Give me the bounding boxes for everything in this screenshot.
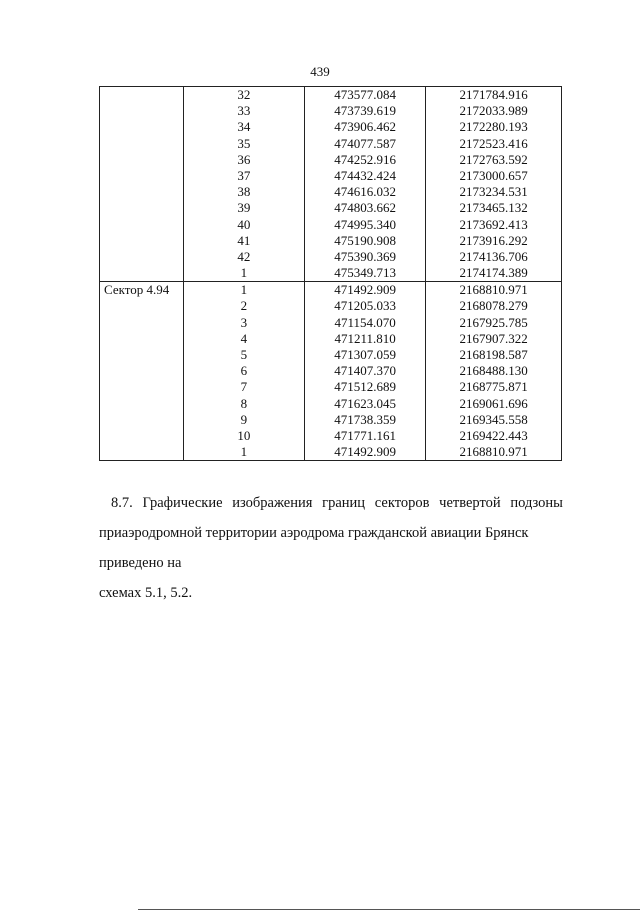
x-coordinate-cell: 474077.587 bbox=[305, 136, 426, 152]
paragraph-word: Графические bbox=[142, 495, 223, 511]
point-number-cell: 39 bbox=[183, 200, 304, 216]
sector-cell bbox=[100, 168, 184, 184]
table-row bbox=[100, 168, 562, 184]
y-coordinate-cell: 2169422.443 bbox=[426, 428, 562, 444]
point-number-cell: 1 bbox=[183, 444, 304, 461]
sector-cell bbox=[100, 396, 184, 412]
x-coordinate-cell: 471771.161 bbox=[305, 428, 426, 444]
paragraph-word: изображения bbox=[232, 495, 313, 511]
sector-cell bbox=[100, 428, 184, 444]
point-number-cell: 33 bbox=[183, 103, 304, 119]
paragraph-word: четвертой bbox=[439, 495, 501, 511]
coordinates-table-body bbox=[100, 87, 562, 461]
point-number-cell: 9 bbox=[183, 412, 304, 428]
table-row bbox=[100, 249, 562, 265]
x-coordinate-cell: 471623.045 bbox=[305, 396, 426, 412]
y-coordinate-cell: 2168198.587 bbox=[426, 347, 562, 363]
x-coordinate-cell: 474432.424 bbox=[305, 168, 426, 184]
paragraph-line-1 bbox=[99, 488, 563, 518]
point-number-cell: 8 bbox=[183, 396, 304, 412]
paragraph-line-3: схемах 5.1, 5.2. bbox=[99, 585, 193, 601]
table-row bbox=[100, 298, 562, 314]
sector-cell bbox=[100, 331, 184, 347]
sector-cell bbox=[100, 119, 184, 135]
point-number-cell: 5 bbox=[183, 347, 304, 363]
sector-cell bbox=[100, 412, 184, 428]
sector-cell bbox=[100, 217, 184, 233]
point-number-cell: 4 bbox=[183, 331, 304, 347]
sector-cell bbox=[100, 233, 184, 249]
sector-cell bbox=[100, 347, 184, 363]
table-row bbox=[100, 363, 562, 379]
sector-cell bbox=[100, 87, 184, 104]
y-coordinate-cell: 2167925.785 bbox=[426, 315, 562, 331]
y-coordinate-cell: 2172280.193 bbox=[426, 119, 562, 135]
sector-cell bbox=[100, 379, 184, 395]
y-coordinate-cell: 2168775.871 bbox=[426, 379, 562, 395]
y-coordinate-cell: 2173234.531 bbox=[426, 184, 562, 200]
point-number-cell: 1 bbox=[183, 265, 304, 282]
table-row bbox=[100, 200, 562, 216]
table-row bbox=[100, 282, 562, 299]
x-coordinate-cell: 471512.689 bbox=[305, 379, 426, 395]
table-row bbox=[100, 103, 562, 119]
paragraph-line-2: приаэродромной территории аэродрома гражданской авиации Брянск приведено на bbox=[99, 525, 529, 571]
x-coordinate-cell: 474995.340 bbox=[305, 217, 426, 233]
table-row bbox=[100, 233, 562, 249]
x-coordinate-cell: 475390.369 bbox=[305, 249, 426, 265]
point-number-cell: 37 bbox=[183, 168, 304, 184]
sector-cell bbox=[100, 298, 184, 314]
point-number-cell: 3 bbox=[183, 315, 304, 331]
x-coordinate-cell: 475190.908 bbox=[305, 233, 426, 249]
x-coordinate-cell: 471211.810 bbox=[305, 331, 426, 347]
y-coordinate-cell: 2174174.389 bbox=[426, 265, 562, 282]
y-coordinate-cell: 2171784.916 bbox=[426, 87, 562, 104]
y-coordinate-cell: 2172763.592 bbox=[426, 152, 562, 168]
point-number-cell: 40 bbox=[183, 217, 304, 233]
point-number-cell: 42 bbox=[183, 249, 304, 265]
sector-cell bbox=[100, 200, 184, 216]
x-coordinate-cell: 471492.909 bbox=[305, 282, 426, 299]
page-number: 439 bbox=[310, 64, 330, 79]
point-number-cell: 41 bbox=[183, 233, 304, 249]
point-number-cell: 7 bbox=[183, 379, 304, 395]
sector-cell bbox=[100, 315, 184, 331]
x-coordinate-cell: 471492.909 bbox=[305, 444, 426, 461]
y-coordinate-cell: 2173916.292 bbox=[426, 233, 562, 249]
x-coordinate-cell: 471154.070 bbox=[305, 315, 426, 331]
sector-cell bbox=[100, 103, 184, 119]
y-coordinate-cell: 2168810.971 bbox=[426, 444, 562, 461]
paragraph-8-7 bbox=[99, 488, 563, 608]
x-coordinate-cell: 474616.032 bbox=[305, 184, 426, 200]
x-coordinate-cell: 471738.359 bbox=[305, 412, 426, 428]
y-coordinate-cell: 2169061.696 bbox=[426, 396, 562, 412]
point-number-cell: 6 bbox=[183, 363, 304, 379]
x-coordinate-cell: 474252.916 bbox=[305, 152, 426, 168]
table-row bbox=[100, 379, 562, 395]
paragraph-word: границ bbox=[322, 495, 366, 511]
y-coordinate-cell: 2167907.322 bbox=[426, 331, 562, 347]
y-coordinate-cell: 2172523.416 bbox=[426, 136, 562, 152]
sector-cell bbox=[100, 265, 184, 282]
coordinates-table bbox=[99, 86, 562, 461]
table-row bbox=[100, 412, 562, 428]
sector-cell bbox=[100, 184, 184, 200]
table-row bbox=[100, 136, 562, 152]
y-coordinate-cell: 2172033.989 bbox=[426, 103, 562, 119]
table-row bbox=[100, 444, 562, 461]
x-coordinate-cell: 471205.033 bbox=[305, 298, 426, 314]
table-row bbox=[100, 428, 562, 444]
table-row bbox=[100, 331, 562, 347]
point-number-cell: 38 bbox=[183, 184, 304, 200]
point-number-cell: 1 bbox=[183, 282, 304, 299]
x-coordinate-cell: 473739.619 bbox=[305, 103, 426, 119]
sector-cell: Сектор 4.94 bbox=[100, 282, 184, 299]
y-coordinate-cell: 2169345.558 bbox=[426, 412, 562, 428]
y-coordinate-cell: 2168810.971 bbox=[426, 282, 562, 299]
x-coordinate-cell: 473906.462 bbox=[305, 119, 426, 135]
point-number-cell: 36 bbox=[183, 152, 304, 168]
sector-cell bbox=[100, 152, 184, 168]
x-coordinate-cell: 473577.084 bbox=[305, 87, 426, 104]
paragraph-word: секторов bbox=[374, 495, 430, 511]
paragraph-word: 8.7. bbox=[111, 495, 133, 511]
sector-cell bbox=[100, 363, 184, 379]
table-row bbox=[100, 347, 562, 363]
bottom-border-line bbox=[138, 909, 640, 910]
paragraph-word: подзоны bbox=[510, 495, 563, 511]
point-number-cell: 2 bbox=[183, 298, 304, 314]
y-coordinate-cell: 2173465.132 bbox=[426, 200, 562, 216]
sector-cell bbox=[100, 136, 184, 152]
x-coordinate-cell: 471407.370 bbox=[305, 363, 426, 379]
table-row bbox=[100, 152, 562, 168]
table-row bbox=[100, 184, 562, 200]
y-coordinate-cell: 2174136.706 bbox=[426, 249, 562, 265]
sector-cell bbox=[100, 444, 184, 461]
x-coordinate-cell: 471307.059 bbox=[305, 347, 426, 363]
point-number-cell: 32 bbox=[183, 87, 304, 104]
y-coordinate-cell: 2173692.413 bbox=[426, 217, 562, 233]
sector-cell bbox=[100, 249, 184, 265]
point-number-cell: 34 bbox=[183, 119, 304, 135]
table-row bbox=[100, 217, 562, 233]
x-coordinate-cell: 474803.662 bbox=[305, 200, 426, 216]
table-row bbox=[100, 119, 562, 135]
y-coordinate-cell: 2168078.279 bbox=[426, 298, 562, 314]
table-row bbox=[100, 315, 562, 331]
point-number-cell: 10 bbox=[183, 428, 304, 444]
point-number-cell: 35 bbox=[183, 136, 304, 152]
table-row bbox=[100, 87, 562, 104]
table-row bbox=[100, 265, 562, 282]
table-row bbox=[100, 396, 562, 412]
x-coordinate-cell: 475349.713 bbox=[305, 265, 426, 282]
y-coordinate-cell: 2173000.657 bbox=[426, 168, 562, 184]
y-coordinate-cell: 2168488.130 bbox=[426, 363, 562, 379]
